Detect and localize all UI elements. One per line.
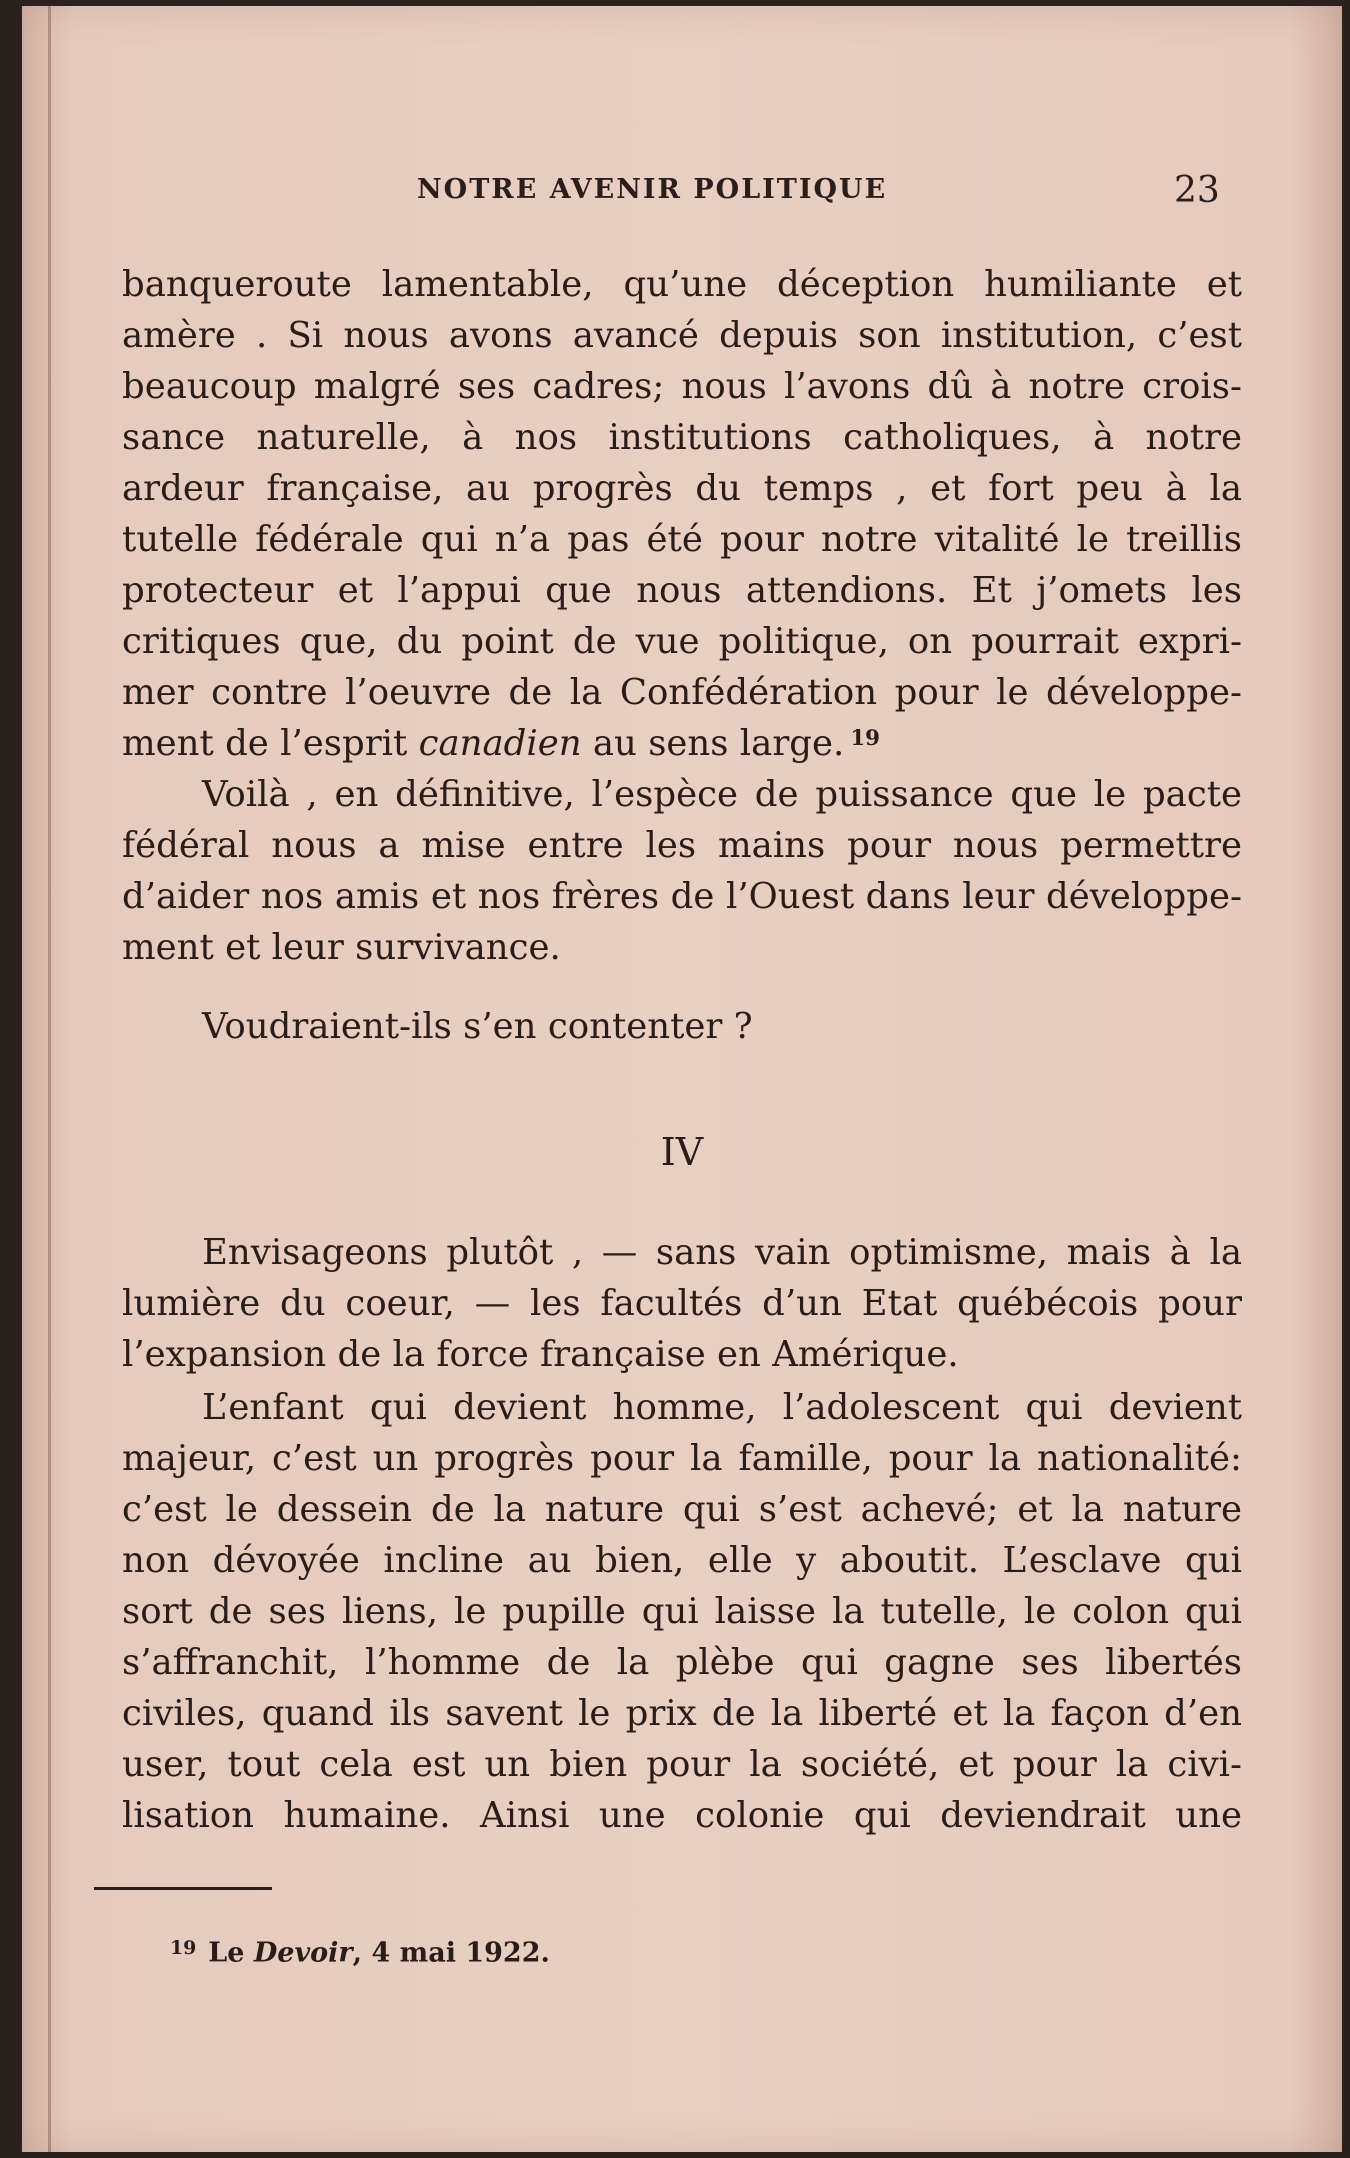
text-span: au sens large. bbox=[581, 723, 845, 764]
page-gutter-edge bbox=[48, 6, 51, 2152]
text-line: beaucoup malgré ses cadres; nous l’avons dû à notre crois- bbox=[122, 366, 1242, 407]
text-line: ment et leur survivance. bbox=[122, 927, 561, 968]
footnote-rule bbox=[94, 1887, 272, 1890]
text-line: civiles, quand ils savent le prix de la liberté et la façon d’en bbox=[122, 1693, 1242, 1734]
text-line: ardeur française, au progrès du temps , et fort peu à la bbox=[122, 468, 1242, 509]
text-line: banqueroute lamentable, qu’une déception humiliante et bbox=[122, 264, 1242, 305]
italic-term: canadien bbox=[418, 723, 582, 764]
footnote-date: , 4 mai 1922. bbox=[352, 1937, 550, 1969]
text-line: sance naturelle, à nos institutions catholiques, à notre bbox=[122, 417, 1242, 458]
text-line: lumière du coeur, — les facultés d’un Etat québécois pour bbox=[122, 1283, 1242, 1324]
text-span: ment de l’esprit bbox=[122, 723, 419, 764]
text-line: tutelle fédérale qui n’a pas été pour notre vitalité le treillis bbox=[122, 519, 1242, 560]
text-line: lisation humaine. Ainsi une colonie qui deviendrait une bbox=[122, 1795, 1242, 1836]
text-line bbox=[122, 723, 1242, 773]
page-header bbox=[22, 170, 1342, 214]
text-line: mer contre l’oeuvre de la Confédération pour le développe- bbox=[122, 672, 1242, 713]
text-line: L’enfant qui devient homme, l’adolescent qui devient bbox=[202, 1387, 1242, 1428]
text-line: amère . Si nous avons avancé depuis son institution, c’est bbox=[122, 315, 1242, 356]
text-line: s’affranchit, l’homme de la plèbe qui gagne ses libertés bbox=[122, 1642, 1242, 1683]
footnote-mark: 19 bbox=[170, 1937, 197, 1959]
text-line: fédéral nous a mise entre les mains pour nous permettre bbox=[122, 825, 1242, 866]
footnote bbox=[170, 1937, 550, 1969]
page-number: 23 bbox=[1174, 170, 1220, 211]
text-line: protecteur et l’appui que nous attendions. Et j’omets les bbox=[122, 570, 1242, 611]
text-line: l’expansion de la force française en Amérique. bbox=[122, 1334, 959, 1375]
footnote-prefix: Le bbox=[208, 1937, 254, 1969]
text-line: non dévoyée incline au bien, elle y aboutit. L’esclave qui bbox=[122, 1540, 1242, 1581]
text-line: Voudraient-ils s’en contenter ? bbox=[202, 1006, 753, 1047]
footnote-source-title: Devoir bbox=[253, 1937, 353, 1969]
text-line: d’aider nos amis et nos frères de l’Ouest dans leur développe- bbox=[122, 876, 1242, 917]
text-line: critiques que, du point de vue politique, on pourrait expri- bbox=[122, 621, 1242, 662]
footnote-reference[interactable]: 19 bbox=[850, 726, 880, 751]
text-line: majeur, c’est un progrès pour la famille, pour la nationalité: bbox=[122, 1438, 1242, 1479]
text-line: Envisageons plutôt , — sans vain optimisme, mais à la bbox=[202, 1232, 1242, 1273]
text-line: c’est le dessein de la nature qui s’est achevé; et la nature bbox=[122, 1489, 1242, 1530]
text-line: user, tout cela est un bien pour la société, et pour la civi- bbox=[122, 1744, 1242, 1785]
section-heading: IV bbox=[660, 1130, 704, 1174]
running-head: NOTRE AVENIR POLITIQUE bbox=[417, 174, 888, 205]
text-line: Voilà , en définitive, l’espèce de puissance que le pacte bbox=[202, 774, 1242, 815]
book-page bbox=[22, 6, 1342, 2152]
text-line: sort de ses liens, le pupille qui laisse la tutelle, le colon qui bbox=[122, 1591, 1242, 1632]
